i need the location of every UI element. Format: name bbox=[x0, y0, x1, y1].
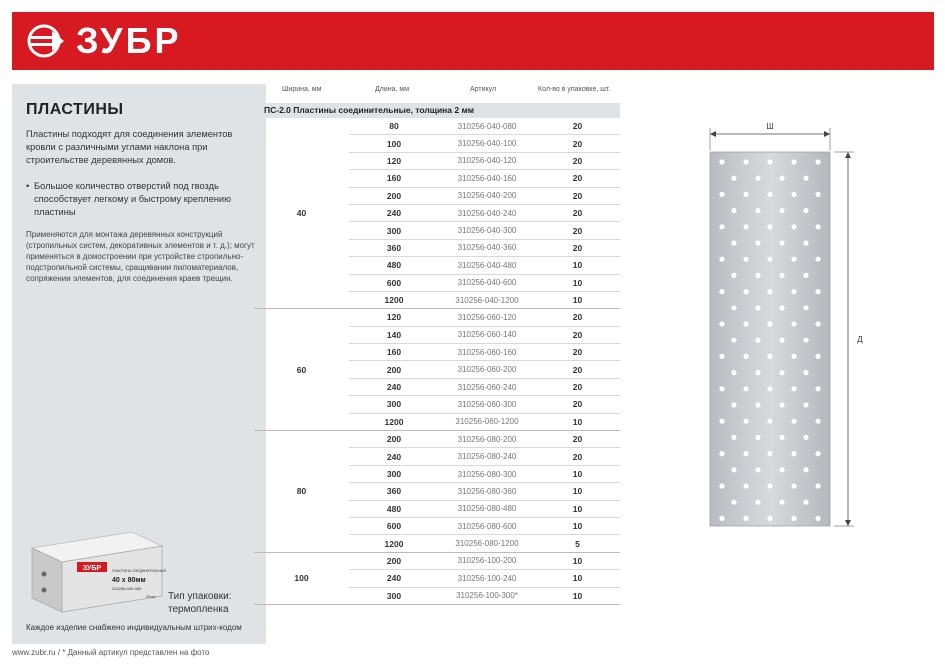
hole-icon bbox=[815, 192, 820, 197]
table-row bbox=[349, 135, 620, 152]
footer-site: www.zubr.ru bbox=[12, 648, 56, 657]
hole-icon bbox=[731, 402, 736, 407]
group-width-value: 100 bbox=[294, 573, 309, 584]
package-illustration bbox=[22, 528, 172, 618]
width-group bbox=[254, 553, 620, 605]
hole-icon bbox=[755, 338, 760, 343]
hole-icon bbox=[731, 208, 736, 213]
length-cell: 240 bbox=[386, 451, 402, 462]
hole-icon bbox=[779, 370, 784, 375]
hole-icon bbox=[791, 224, 796, 229]
article-cell: 310256-040-600 bbox=[457, 278, 517, 288]
hole-icon bbox=[815, 419, 820, 424]
length-cell: 200 bbox=[386, 434, 402, 445]
qty-cell: 10 bbox=[572, 260, 583, 271]
table-row bbox=[349, 379, 620, 396]
hole-icon bbox=[815, 289, 820, 294]
hole-icon bbox=[743, 192, 748, 197]
barcode-note: Каждое изделие снабжено индивидуальным штрих-кодом bbox=[26, 623, 242, 632]
box-size: 40 x 80мм bbox=[112, 577, 146, 584]
hole-icon bbox=[755, 467, 760, 472]
hole-icon bbox=[755, 370, 760, 375]
qty-cell: 20 bbox=[572, 451, 583, 462]
length-cell: 300 bbox=[386, 225, 402, 236]
hole-icon bbox=[815, 386, 820, 391]
length-cell: 120 bbox=[386, 155, 402, 166]
article-cell: 310256-060-240 bbox=[457, 382, 517, 392]
product-description: Пластины подходят для соединения элементов кровли с различными углами наклона при строительстве деревянных домов. bbox=[26, 129, 233, 165]
box-qty: 20шт bbox=[146, 594, 156, 599]
article-cell: 310256-040-200 bbox=[457, 191, 517, 201]
table-row bbox=[349, 188, 620, 205]
table-row bbox=[349, 466, 620, 483]
table-row bbox=[349, 327, 620, 344]
article-cell: 310256-040-100 bbox=[457, 139, 517, 149]
plate-diagram bbox=[700, 120, 870, 540]
length-cell: 600 bbox=[386, 521, 402, 532]
feature-bullet bbox=[26, 180, 241, 219]
box-brand: ЗУБР bbox=[82, 565, 102, 572]
table-row bbox=[349, 361, 620, 378]
length-cell: 1200 bbox=[384, 538, 404, 549]
hole-icon bbox=[815, 257, 820, 262]
article-cell: 310256-040-120 bbox=[457, 156, 517, 166]
hole-icon bbox=[719, 451, 724, 456]
hole-icon bbox=[743, 354, 748, 359]
hole-icon bbox=[791, 419, 796, 424]
table-body bbox=[254, 118, 620, 605]
hole-icon bbox=[731, 273, 736, 278]
hole-icon bbox=[719, 419, 724, 424]
qty-cell: 10 bbox=[572, 469, 583, 479]
hole-icon bbox=[791, 159, 796, 164]
article-cell: 310256-060-200 bbox=[457, 365, 517, 375]
length-cell: 300 bbox=[386, 399, 402, 410]
group-width-value: 40 bbox=[296, 208, 307, 219]
table-row bbox=[349, 431, 620, 448]
qty-cell: 20 bbox=[572, 382, 583, 393]
length-cell: 480 bbox=[386, 503, 402, 514]
hole-icon bbox=[743, 159, 748, 164]
hole-icon bbox=[767, 321, 772, 326]
hole-icon bbox=[791, 516, 796, 521]
hole-icon bbox=[815, 224, 820, 229]
length-cell: 1200 bbox=[384, 295, 404, 306]
length-cell: 480 bbox=[386, 260, 402, 271]
length-cell: 600 bbox=[386, 277, 402, 288]
length-cell: 200 bbox=[386, 364, 402, 375]
hole-icon bbox=[779, 435, 784, 440]
hole-icon bbox=[779, 240, 784, 245]
table-row bbox=[349, 588, 620, 604]
length-cell: 360 bbox=[386, 486, 402, 497]
hole-icon bbox=[719, 516, 724, 521]
length-cell: 200 bbox=[386, 555, 402, 566]
hole-icon bbox=[767, 516, 772, 521]
hole-icon bbox=[815, 451, 820, 456]
hole-icon bbox=[815, 483, 820, 488]
article-cell: 310256-040-480 bbox=[457, 260, 517, 270]
hole-icon bbox=[803, 273, 808, 278]
article-cell: 310256-080-300 bbox=[457, 469, 517, 479]
usage-text: Применяются для монтажа деревянных конструкций (стропильных систем, декоративных элементов и т. д.); могут применяться в домостроении при устройстве стропильно-подстропильной системы, сращивании пиломатериалов, сопряжении элементов, для соединения краев трещин. bbox=[26, 230, 255, 283]
article-cell: 310256-060-1200 bbox=[455, 417, 519, 427]
plate bbox=[710, 152, 830, 526]
hole-icon bbox=[719, 159, 724, 164]
hole-icon bbox=[719, 321, 724, 326]
spec-table bbox=[254, 103, 620, 605]
length-cell: 140 bbox=[386, 329, 402, 340]
hole-icon bbox=[719, 289, 724, 294]
length-cell: 300 bbox=[386, 469, 402, 479]
hole-icon bbox=[767, 224, 772, 229]
hole-icon bbox=[803, 500, 808, 505]
group-width-value: 60 bbox=[296, 364, 307, 375]
article-cell: 310256-080-200 bbox=[457, 434, 517, 444]
qty-cell: 20 bbox=[572, 138, 583, 149]
hole-icon bbox=[743, 516, 748, 521]
footer bbox=[12, 648, 209, 657]
table-row bbox=[349, 396, 620, 413]
hole-icon bbox=[815, 354, 820, 359]
table-row bbox=[349, 448, 620, 465]
table-row bbox=[349, 483, 620, 500]
length-cell: 1200 bbox=[384, 416, 404, 427]
qty-cell: 10 bbox=[572, 295, 583, 306]
hole-icon bbox=[779, 402, 784, 407]
article-cell: 310256-100-200 bbox=[457, 556, 517, 566]
hole-icon bbox=[767, 419, 772, 424]
table-row bbox=[349, 153, 620, 170]
hole-icon bbox=[779, 305, 784, 310]
article-cell: 310256-080-360 bbox=[457, 486, 517, 496]
hole-icon bbox=[743, 451, 748, 456]
article-cell: 310256-060-300 bbox=[457, 399, 517, 409]
length-cell: 160 bbox=[386, 173, 402, 184]
article-cell: 310256-040-080 bbox=[457, 121, 517, 131]
qty-cell: 5 bbox=[575, 538, 580, 549]
length-cell: 240 bbox=[386, 382, 402, 393]
logo-mark-icon bbox=[26, 23, 66, 59]
qty-cell: 10 bbox=[572, 277, 583, 288]
qty-cell: 20 bbox=[572, 173, 583, 184]
qty-cell: 20 bbox=[572, 312, 583, 323]
hole-icon bbox=[755, 435, 760, 440]
hole-icon bbox=[791, 289, 796, 294]
table-row bbox=[349, 275, 620, 292]
hole-icon bbox=[731, 435, 736, 440]
hole-icon bbox=[803, 467, 808, 472]
qty-cell: 20 bbox=[572, 121, 583, 132]
header-qty: Кол-во в упаковке, шт. bbox=[538, 86, 611, 93]
brand-name: ЗУБР bbox=[76, 20, 182, 61]
hole-icon bbox=[767, 192, 772, 197]
page-title: ПЛАСТИНЫ bbox=[26, 101, 124, 118]
footer-separator: / bbox=[57, 648, 63, 657]
header-width: Ширина, мм bbox=[282, 86, 322, 93]
hole-icon bbox=[731, 467, 736, 472]
table-row bbox=[349, 414, 620, 430]
hole-icon bbox=[803, 208, 808, 213]
qty-cell: 20 bbox=[572, 347, 583, 358]
footer-note: * Данный артикул представлен на фото bbox=[62, 648, 210, 657]
article-cell: 310256-080-240 bbox=[457, 452, 517, 462]
hole-icon bbox=[755, 402, 760, 407]
hole-icon bbox=[791, 321, 796, 326]
length-cell: 100 bbox=[386, 138, 402, 149]
hole-icon bbox=[779, 273, 784, 278]
qty-cell: 10 bbox=[572, 573, 583, 584]
hole-icon bbox=[743, 224, 748, 229]
table-row bbox=[349, 292, 620, 308]
hole-icon bbox=[791, 451, 796, 456]
hole-icon bbox=[743, 257, 748, 262]
qty-cell: 20 bbox=[572, 225, 583, 236]
hole-icon bbox=[767, 159, 772, 164]
hole-icon bbox=[815, 321, 820, 326]
width-label: Ш bbox=[766, 122, 774, 131]
package-type bbox=[168, 590, 258, 616]
package-type-value: термопленка bbox=[168, 604, 229, 615]
hole-icon bbox=[719, 257, 724, 262]
article-cell: 310256-060-120 bbox=[457, 312, 517, 322]
qty-cell: 10 bbox=[572, 555, 583, 566]
table-row bbox=[349, 240, 620, 257]
hole-icon bbox=[767, 354, 772, 359]
hole-icon bbox=[791, 483, 796, 488]
hole-icon bbox=[803, 305, 808, 310]
hole-icon bbox=[755, 273, 760, 278]
qty-cell: 20 bbox=[572, 208, 583, 219]
qty-cell: 10 bbox=[572, 590, 583, 601]
length-cell: 120 bbox=[386, 312, 402, 323]
article-cell: 310256-080-600 bbox=[457, 521, 517, 531]
table-row bbox=[349, 118, 620, 135]
length-cell: 240 bbox=[386, 573, 402, 584]
feature-text: Большое количество отверстий под гвоздь способствует легкому и быстрому креплению пластины bbox=[34, 181, 232, 217]
hole-icon bbox=[803, 176, 808, 181]
hole-icon bbox=[755, 500, 760, 505]
hole-icon bbox=[731, 305, 736, 310]
hole-icon bbox=[755, 305, 760, 310]
hole-icon bbox=[719, 483, 724, 488]
hole-icon bbox=[731, 338, 736, 343]
qty-cell: 10 bbox=[572, 521, 583, 532]
article-cell: 310256-040-300 bbox=[457, 226, 517, 236]
table-row bbox=[349, 170, 620, 187]
box-article: 310256-040-080 bbox=[112, 586, 142, 591]
header-length: Длина, мм bbox=[375, 86, 410, 93]
hole-icon bbox=[791, 386, 796, 391]
bullet-icon: • bbox=[26, 181, 30, 191]
hole-icon bbox=[791, 354, 796, 359]
table-row bbox=[349, 518, 620, 535]
width-group bbox=[254, 118, 620, 309]
hole-icon bbox=[803, 402, 808, 407]
width-group bbox=[254, 309, 620, 431]
table-row bbox=[349, 205, 620, 222]
qty-cell: 20 bbox=[572, 364, 583, 375]
article-cell: 310256-100-300* bbox=[456, 591, 518, 601]
article-cell: 310256-060-160 bbox=[457, 347, 517, 357]
width-group bbox=[254, 431, 620, 553]
qty-cell: 20 bbox=[572, 242, 583, 253]
table-row bbox=[349, 501, 620, 518]
group-width-value: 80 bbox=[296, 486, 307, 497]
table-row bbox=[349, 535, 620, 551]
table-subheader: ПС-2.0 Пластины соединительные, толщина 2 мм bbox=[254, 103, 620, 118]
table-row bbox=[349, 309, 620, 326]
hole-icon bbox=[779, 338, 784, 343]
length-cell: 200 bbox=[386, 190, 402, 201]
hole-icon bbox=[731, 370, 736, 375]
article-cell: 310256-080-1200 bbox=[455, 539, 519, 549]
table-row bbox=[349, 553, 620, 570]
hole-icon bbox=[767, 289, 772, 294]
hole-icon bbox=[803, 338, 808, 343]
hole-icon bbox=[719, 192, 724, 197]
table-row bbox=[349, 570, 620, 587]
article-cell: 310256-040-360 bbox=[457, 243, 517, 253]
hole-icon bbox=[767, 386, 772, 391]
article-cell: 310256-040-160 bbox=[457, 173, 517, 183]
hole-icon bbox=[42, 572, 47, 577]
article-cell: 310256-040-1200 bbox=[455, 295, 519, 305]
article-cell: 310256-060-140 bbox=[457, 330, 517, 340]
qty-cell: 20 bbox=[572, 434, 583, 445]
length-label: Д bbox=[857, 335, 863, 344]
hole-icon bbox=[755, 176, 760, 181]
hole-icon bbox=[719, 224, 724, 229]
package-type-label: Тип упаковки: bbox=[168, 591, 232, 602]
header-article: Артикул bbox=[470, 86, 497, 93]
hole-icon bbox=[779, 467, 784, 472]
hole-icon bbox=[719, 354, 724, 359]
box-title: ПЛАСТИНА СОЕДИНИТЕЛЬНАЯ bbox=[112, 569, 166, 573]
hole-icon bbox=[731, 176, 736, 181]
hole-icon bbox=[719, 386, 724, 391]
hole-icon bbox=[42, 588, 47, 593]
hole-icon bbox=[803, 435, 808, 440]
hole-icon bbox=[791, 257, 796, 262]
article-cell: 310256-080-480 bbox=[457, 504, 517, 514]
table-row bbox=[349, 344, 620, 361]
brand-logo bbox=[26, 20, 182, 61]
length-cell: 240 bbox=[386, 208, 402, 219]
hole-icon bbox=[767, 483, 772, 488]
hole-icon bbox=[755, 240, 760, 245]
hole-icon bbox=[743, 386, 748, 391]
qty-cell: 10 bbox=[572, 503, 583, 514]
hole-icon bbox=[743, 321, 748, 326]
hole-icon bbox=[815, 516, 820, 521]
hole-icon bbox=[767, 257, 772, 262]
hole-icon bbox=[779, 176, 784, 181]
hole-icon bbox=[743, 419, 748, 424]
length-cell: 300 bbox=[386, 590, 402, 601]
qty-cell: 10 bbox=[572, 416, 583, 427]
qty-cell: 20 bbox=[572, 399, 583, 410]
hole-icon bbox=[731, 240, 736, 245]
article-cell: 310256-100-240 bbox=[457, 573, 517, 583]
hole-icon bbox=[791, 192, 796, 197]
article-cell: 310256-040-240 bbox=[457, 208, 517, 218]
hole-icon bbox=[755, 208, 760, 213]
hole-icon bbox=[803, 370, 808, 375]
hole-icon bbox=[743, 483, 748, 488]
table-row bbox=[349, 222, 620, 239]
hole-icon bbox=[803, 240, 808, 245]
hole-icon bbox=[779, 208, 784, 213]
qty-cell: 20 bbox=[572, 329, 583, 340]
hole-icon bbox=[815, 159, 820, 164]
qty-cell: 20 bbox=[572, 155, 583, 166]
length-cell: 360 bbox=[386, 242, 402, 253]
qty-cell: 20 bbox=[572, 190, 583, 201]
hole-icon bbox=[743, 289, 748, 294]
hole-icon bbox=[767, 451, 772, 456]
length-cell: 160 bbox=[386, 347, 402, 358]
table-row bbox=[349, 257, 620, 274]
hole-icon bbox=[779, 500, 784, 505]
qty-cell: 10 bbox=[572, 486, 583, 497]
length-cell: 80 bbox=[389, 121, 399, 132]
hole-icon bbox=[731, 500, 736, 505]
